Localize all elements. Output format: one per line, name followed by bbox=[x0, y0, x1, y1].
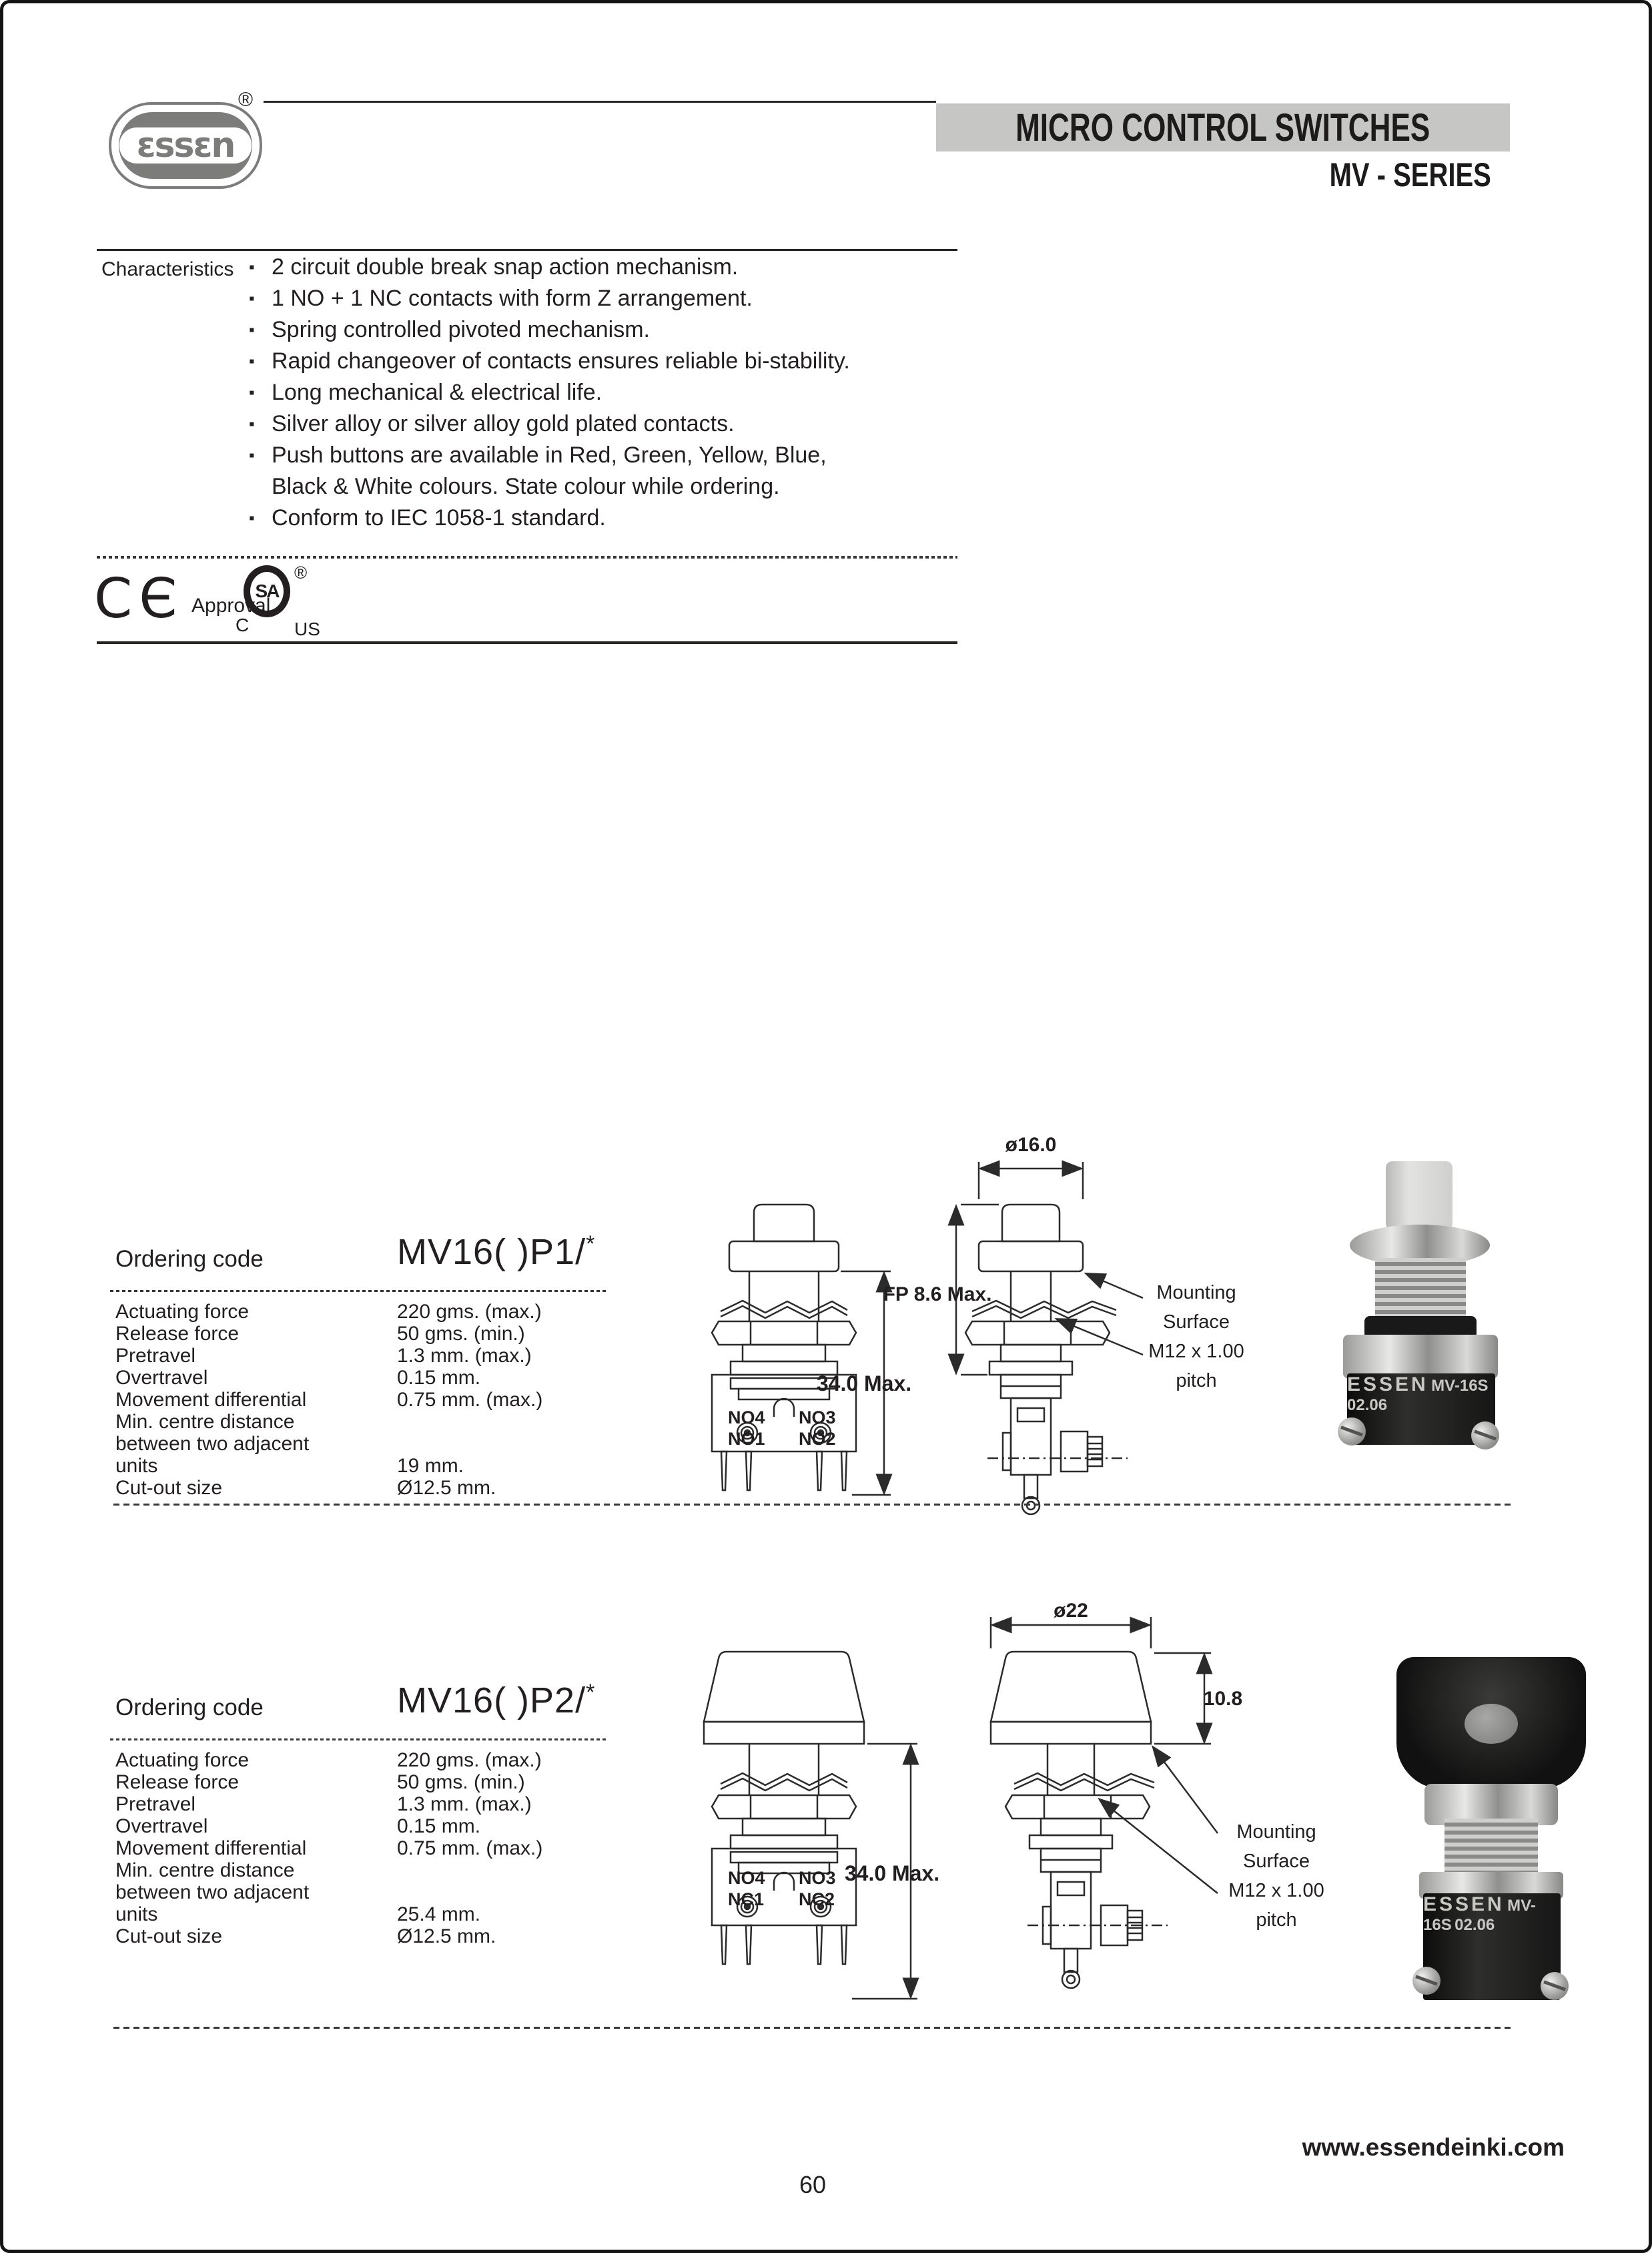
photo-switch-body bbox=[1347, 1373, 1495, 1445]
dim-height-label: 34.0 Max. bbox=[816, 1371, 912, 1395]
terminal-label: NO3 bbox=[799, 1868, 836, 1888]
spec-row: between two adjacent bbox=[115, 1433, 310, 1455]
dim-height-label: 34.0 Max. bbox=[844, 1861, 940, 1885]
ordering-code-value: MV16( )P2/* bbox=[397, 1680, 596, 1720]
spec-row: Release force 50 gms. (min.) bbox=[115, 1323, 525, 1345]
bullet-icon: ▪ bbox=[249, 384, 255, 402]
callout-mounting-line2: Surface bbox=[1163, 1311, 1230, 1333]
header-title-bar bbox=[936, 103, 1510, 151]
photo-threaded-bushing bbox=[1375, 1258, 1466, 1321]
photo-screw-icon bbox=[1471, 1421, 1499, 1450]
photo-screw-icon bbox=[1541, 1972, 1569, 2000]
dim-cap-height-label: 10.8 bbox=[1203, 1688, 1243, 1710]
csa-ring-icon: SA bbox=[244, 565, 290, 617]
approval-bottom-rule bbox=[97, 641, 957, 644]
section-divider bbox=[113, 2027, 1513, 2029]
photo-threaded-bushing bbox=[1444, 1819, 1538, 1879]
photo-brand-label: ESSEN bbox=[1347, 1373, 1428, 1395]
characteristics-list bbox=[249, 252, 973, 534]
spec-row: Min. centre distance bbox=[115, 1859, 295, 1881]
terminal-label: NO3 bbox=[799, 1407, 836, 1427]
approval-dotted-rule bbox=[97, 556, 957, 559]
essen-logo-text: ɛssɛn bbox=[136, 125, 235, 166]
characteristic-item: ▪ Silver alloy or silver alloy gold plated contacts. bbox=[249, 408, 973, 440]
callout-mounting-line1: Mounting bbox=[1156, 1282, 1236, 1303]
characteristic-item-continuation: Black & White colours. State colour while ordering. bbox=[272, 474, 780, 499]
bullet-icon: ▪ bbox=[249, 352, 255, 370]
callout-thread-line1: M12 x 1.00 bbox=[1148, 1341, 1244, 1362]
product-photo-p1 bbox=[1311, 1141, 1531, 1445]
characteristic-item: ▪ Long mechanical & electrical life. bbox=[249, 377, 973, 408]
spec-row: Pretravel 1.3 mm. (max.) bbox=[115, 1793, 532, 1815]
ordering-code-dotted-rule bbox=[110, 1738, 607, 1740]
bullet-icon: ▪ bbox=[249, 415, 255, 433]
terminal-label: NC2 bbox=[799, 1889, 835, 1909]
dim-front-projection-label: FP 8.6 Max. bbox=[883, 1283, 992, 1305]
essen-logo-inner bbox=[119, 112, 252, 179]
characteristic-item: ▪ Rapid changeover of contacts ensures reliable bi-stability. bbox=[249, 346, 973, 377]
essen-logo-band bbox=[119, 127, 252, 164]
ordering-code-dotted-rule bbox=[110, 1290, 607, 1292]
spec-row: Movement differential 0.75 mm. (max.) bbox=[115, 1837, 543, 1859]
spec-row: Overtravel 0.15 mm. bbox=[115, 1367, 481, 1389]
technical-drawing-p2 bbox=[684, 1598, 1324, 2025]
callout-thread-line2: pitch bbox=[1176, 1370, 1217, 1391]
characteristic-item: ▪ 1 NO + 1 NC contacts with form Z arrangement. bbox=[249, 283, 973, 314]
photo-code-label: 02.06 bbox=[1347, 1396, 1388, 1414]
dim-diameter-label: ø22 bbox=[1054, 1600, 1088, 1622]
spec-row: Actuating force 220 gms. (max.) bbox=[115, 1749, 542, 1771]
photo-cap-center bbox=[1465, 1704, 1518, 1744]
spec-row: Cut-out size Ø12.5 mm. bbox=[115, 1925, 496, 1947]
ordering-code-value: MV16( )P1/* bbox=[397, 1231, 596, 1272]
photo-switch-body bbox=[1423, 1893, 1561, 2000]
bullet-icon: ▪ bbox=[249, 258, 255, 276]
ordering-code-label: Ordering code bbox=[115, 1694, 264, 1720]
website-url: www.essendeinki.com bbox=[1302, 2134, 1565, 2161]
photo-screw-icon bbox=[1338, 1417, 1366, 1445]
bullet-icon: ▪ bbox=[249, 321, 255, 339]
characteristics-label: Characteristics bbox=[101, 258, 234, 280]
spec-table bbox=[115, 1749, 716, 1947]
spec-row: between two adjacent bbox=[115, 1881, 310, 1903]
ordering-code-label: Ordering code bbox=[115, 1246, 264, 1272]
photo-button bbox=[1386, 1161, 1453, 1235]
characteristic-item: ▪ Conform to IEC 1058-1 standard. bbox=[249, 503, 973, 534]
terminal-label: NO4 bbox=[728, 1407, 765, 1427]
terminal-label: NO1 bbox=[728, 1429, 765, 1449]
page-number: 60 bbox=[799, 2171, 827, 2198]
photo-hex-base bbox=[1343, 1335, 1498, 1379]
photo-model-label: MV-16S bbox=[1423, 1897, 1536, 1934]
callout-mounting-line2: Surface bbox=[1243, 1851, 1310, 1872]
spec-row: Movement differential 0.75 mm. (max.) bbox=[115, 1389, 543, 1411]
characteristic-item: ▪ 2 circuit double break snap action mechanism. bbox=[249, 252, 973, 283]
characteristic-item: ▪ Push buttons are available in Red, Green, Yellow, Blue, bbox=[249, 440, 973, 471]
spec-row: units 25.4 mm. bbox=[115, 1903, 481, 1925]
csa-registered-icon: ® bbox=[294, 563, 308, 583]
ce-mark-icon: CЄ bbox=[94, 567, 184, 631]
terminal-label: NO4 bbox=[728, 1868, 765, 1888]
bullet-icon: ▪ bbox=[249, 509, 255, 527]
series-subtitle: MV - SERIES bbox=[1329, 156, 1491, 194]
spec-row: Actuating force 220 gms. (max.) bbox=[115, 1301, 542, 1323]
spec-row: Release force 50 gms. (min.) bbox=[115, 1771, 525, 1793]
approval-label: Approval bbox=[191, 595, 271, 617]
callout-thread-line2: pitch bbox=[1256, 1909, 1297, 1931]
photo-model-label: MV-16S bbox=[1431, 1377, 1489, 1395]
page-title: MICRO CONTROL SWITCHES bbox=[1015, 105, 1430, 149]
characteristic-item: ▪ Spring controlled pivoted mechanism. bbox=[249, 314, 973, 346]
bullet-icon: ▪ bbox=[249, 290, 255, 308]
photo-code-label: 02.06 bbox=[1455, 1916, 1495, 1934]
terminal-label: NO2 bbox=[799, 1429, 836, 1449]
spec-row: Cut-out size Ø12.5 mm. bbox=[115, 1477, 496, 1499]
characteristics-top-rule bbox=[97, 249, 957, 251]
dim-diameter-label: ø16.0 bbox=[1005, 1134, 1057, 1156]
spec-row: units 19 mm. bbox=[115, 1455, 464, 1477]
callout-thread-line1: M12 x 1.00 bbox=[1228, 1880, 1324, 1901]
section-divider bbox=[113, 1504, 1513, 1506]
spec-row: Min. centre distance bbox=[115, 1411, 295, 1433]
csa-mark-icon bbox=[236, 561, 320, 640]
header-rule bbox=[264, 101, 936, 103]
spec-row: Overtravel 0.15 mm. bbox=[115, 1815, 481, 1837]
spec-table bbox=[115, 1301, 716, 1499]
terminal-label: NC1 bbox=[728, 1889, 765, 1909]
technical-drawing-p1 bbox=[684, 1104, 1271, 1512]
spec-row: Pretravel 1.3 mm. (max.) bbox=[115, 1345, 532, 1367]
photo-brand-label: ESSEN bbox=[1423, 1893, 1505, 1915]
csa-us-label: US bbox=[294, 619, 320, 639]
bullet-icon: ▪ bbox=[249, 446, 255, 464]
essen-logo bbox=[109, 102, 262, 189]
callout-mounting-line1: Mounting bbox=[1236, 1821, 1316, 1843]
product-photo-p2 bbox=[1391, 1652, 1601, 2002]
csa-c-label: C bbox=[236, 615, 250, 635]
registered-trademark-icon: ® bbox=[238, 89, 254, 111]
photo-screw-icon bbox=[1412, 1967, 1440, 1995]
